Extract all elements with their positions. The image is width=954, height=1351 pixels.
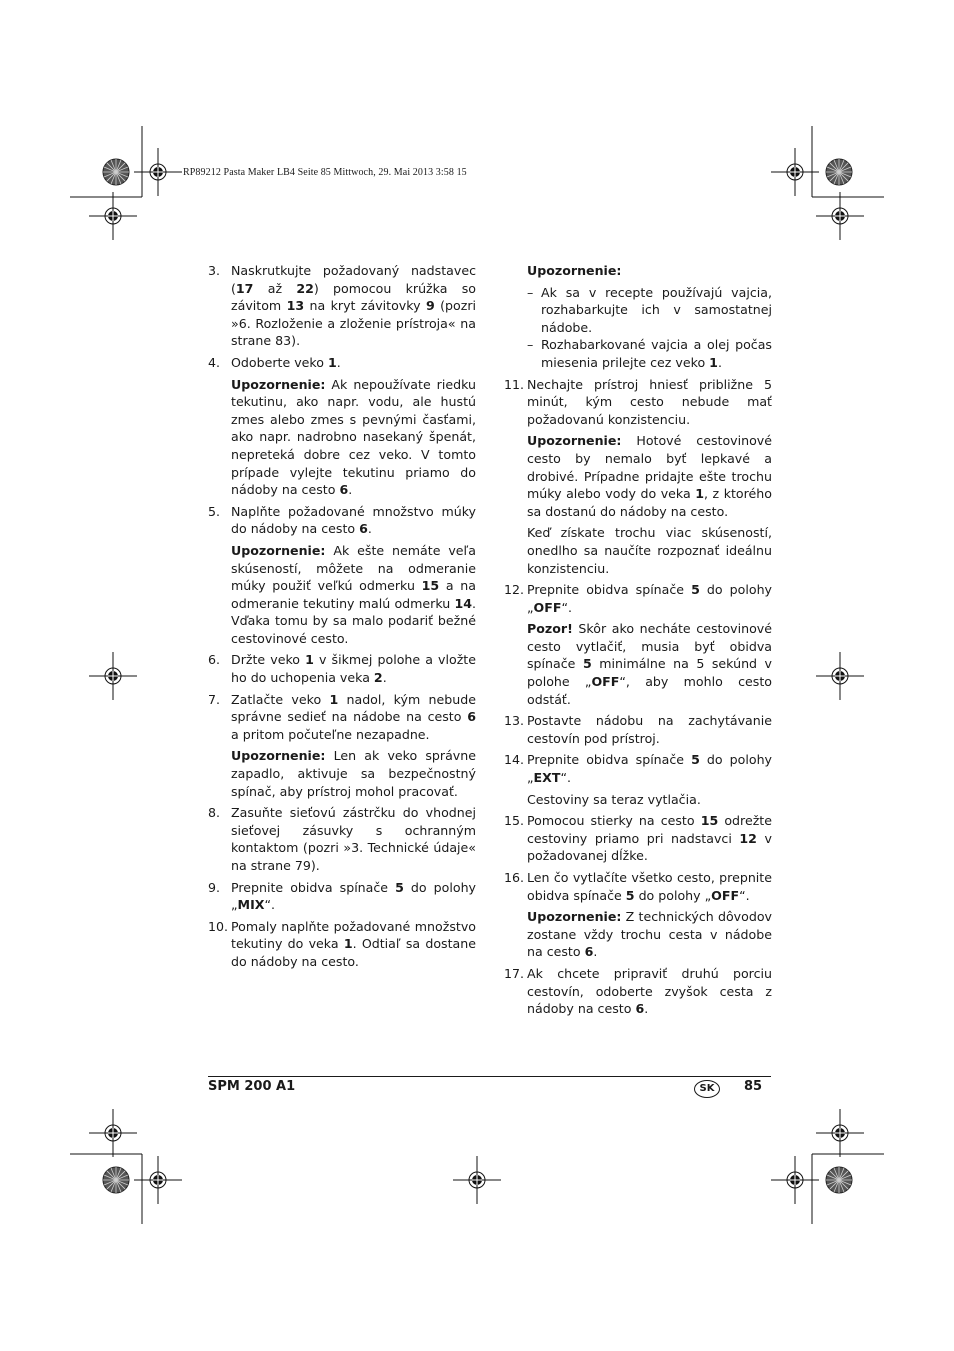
registration-mark	[816, 192, 864, 240]
step-number: 14.	[504, 752, 525, 768]
step-4: 4. Odoberte veko 1.	[208, 354, 341, 370]
note-heading: Upozornenie:	[527, 433, 622, 449]
step-number: 11.	[504, 376, 525, 392]
registration-mark	[89, 652, 137, 700]
step-number: 16.	[504, 870, 525, 885]
step-8: 8. Zasuňte sieťovú zástrčku do vhodnej sieťovej zásuvky s ochranným kontaktom (pozri »3. Technické údaje« na strane 79).	[208, 805, 476, 873]
step-16: 16. Len čo vytlačíte všetko cesto, prepnite obidva spínače 5 do polohy „OFF“.	[504, 870, 772, 903]
step-number: 5.	[208, 503, 221, 519]
step-3: 3. Naskrutkujte požadovaný nadstavec (17 až 22) pomocou krúžka so závitom 13 na kryt závitovky 9 (pozri »6. Rozloženie a zloženie prístroja« na strane 83).	[208, 263, 476, 349]
step-7: 7. Zatlačte veko 1 nadol, kým nebude správne sedieť na nádobe na cesto 6 a pritom počuteľne nezapadne.	[208, 691, 476, 742]
page-number: 85	[744, 1079, 763, 1094]
note-heading: Upozornenie:	[527, 909, 622, 925]
crop-lines	[70, 126, 884, 1224]
step-13: 13. Postavte nádobu na zachytávanie cestovín pod prístroj.	[504, 713, 772, 746]
color-burst-mark	[103, 1167, 129, 1193]
note-step-4: Upozornenie: Ak nepoužívate riedku tekutinu, ako napr. vodu, ale hustú zmes alebo zmes s pevnými časťami, ako napr. nadrobno nasekaný špenát, nepreteká dobre cez veko. V tomto prípade vylejte tekutinu priamo do nádoby na cesto 6.	[231, 376, 476, 498]
registration-mark	[134, 148, 182, 196]
language-badge: SK	[694, 1080, 720, 1098]
note-step-16: Upozornenie: Z technických dôvodov zostane vždy trochu cesta v nádobe na cesto 6.	[527, 909, 772, 960]
color-burst-mark	[103, 159, 129, 185]
note-step-11: Upozornenie: Hotové cestovinové cesto by nemalo byť lepkavé a drobivé. Prípadne pridajte ešte trochu múky alebo vody do veka 1, z ktorého sa dostanú do nádoby na cesto.	[527, 433, 772, 519]
step-number: 9.	[208, 879, 221, 895]
step-number: 13.	[504, 713, 525, 729]
step-6: 6. Držte veko 1 v šikmej polohe a vložte ho do uchopenia veka 2.	[208, 652, 476, 686]
step-number: 7.	[208, 691, 221, 707]
step-10: 10. Pomaly naplňte požadované množstvo tekutiny do veka 1. Odtiaľ sa dostane do nádoby na cesto.	[208, 918, 476, 969]
footer-model: SPM 200 A1	[208, 1079, 296, 1094]
step-number: 8.	[208, 805, 221, 821]
print-slug: RP89212 Pasta Maker LB4 Seite 85 Mittwoch, 29. Mai 2013 3:58 15	[183, 167, 467, 178]
registration-mark	[453, 1156, 501, 1204]
paragraph-step-14: Cestoviny sa teraz vytlačia.	[527, 791, 701, 807]
step-number: 4.	[208, 354, 221, 370]
step-number: 12.	[504, 582, 525, 598]
registration-mark	[89, 1109, 137, 1157]
note-heading: Upozornenie:	[231, 542, 326, 558]
note-heading: Upozornenie:	[231, 748, 326, 764]
note-heading: Upozornenie:	[231, 376, 326, 392]
step-11: 11. Nechajte prístroj hniesť približne 5 minút, kým cesto nebude mať požadovanú konzistenciu.	[504, 376, 772, 427]
step-9: 9. Prepnite obidva spínače 5 do polohy „MIX“.	[208, 879, 476, 913]
note-step-7: Upozornenie: Len ak veko správne zapadlo, aktivuje sa bezpečnostný spínač, aby prístroj mohol pracovať.	[231, 748, 476, 799]
dash-item-2: – Rozhabarkované vajcia a olej počas miesenia prilejte cez veko 1.	[527, 337, 772, 370]
paragraph-step-11: Keď získate trochu viac skúseností, onedlho sa naučíte rozpoznať ideálnu konzistenciu.	[527, 525, 772, 576]
note-heading-eggs: Upozornenie:	[527, 263, 622, 278]
color-burst-mark	[826, 1167, 852, 1193]
registration-mark	[134, 1156, 182, 1204]
step-number: 15.	[504, 813, 525, 829]
registration-mark	[89, 192, 137, 240]
warning-heading: Pozor!	[527, 621, 573, 637]
registration-mark	[816, 1109, 864, 1157]
step-number: 10.	[208, 918, 229, 934]
dash-item-1: – Ak sa v recepte používajú vajcia, rozhabarkujte ich v samostatnej nádobe.	[527, 284, 772, 335]
step-number: 3.	[208, 263, 221, 278]
step-number: 17.	[504, 965, 525, 981]
step-12: 12. Prepnite obidva spínače 5 do polohy „OFF“.	[504, 582, 772, 615]
note-step-5: Upozornenie: Ak ešte nemáte veľa skúseností, môžete na odmeranie múky použiť veľkú odmerku 15 a na odmeranie tekutiny malú odmerku 14. Vďaka tomu by sa malo podariť bežné cestovinové cesto.	[231, 542, 476, 646]
step-number: 6.	[208, 652, 221, 668]
step-14: 14. Prepnite obidva spínače 5 do polohy „EXT“.	[504, 752, 772, 786]
step-17: 17. Ak chcete pripraviť druhú porciu cestovín, odoberte zvyšok cesta z nádoby na cesto 6.	[504, 965, 772, 1017]
step-5: 5. Naplňte požadované množstvo múky do nádoby na cesto 6.	[208, 503, 476, 537]
registration-mark	[816, 652, 864, 700]
warning-step-12: Pozor! Skôr ako necháte cestovinové cesto vytlačiť, musia byť obidva spínače 5 minimálne na 5 sekúnd v polohe „OFF“, aby mohlo cesto odstáť.	[527, 621, 772, 707]
step-15: 15. Pomocou stierky na cesto 15 odrežte cestoviny priamo pri nadstavci 12 v požadovanej dĺžke.	[504, 813, 772, 864]
color-burst-mark	[826, 159, 852, 185]
